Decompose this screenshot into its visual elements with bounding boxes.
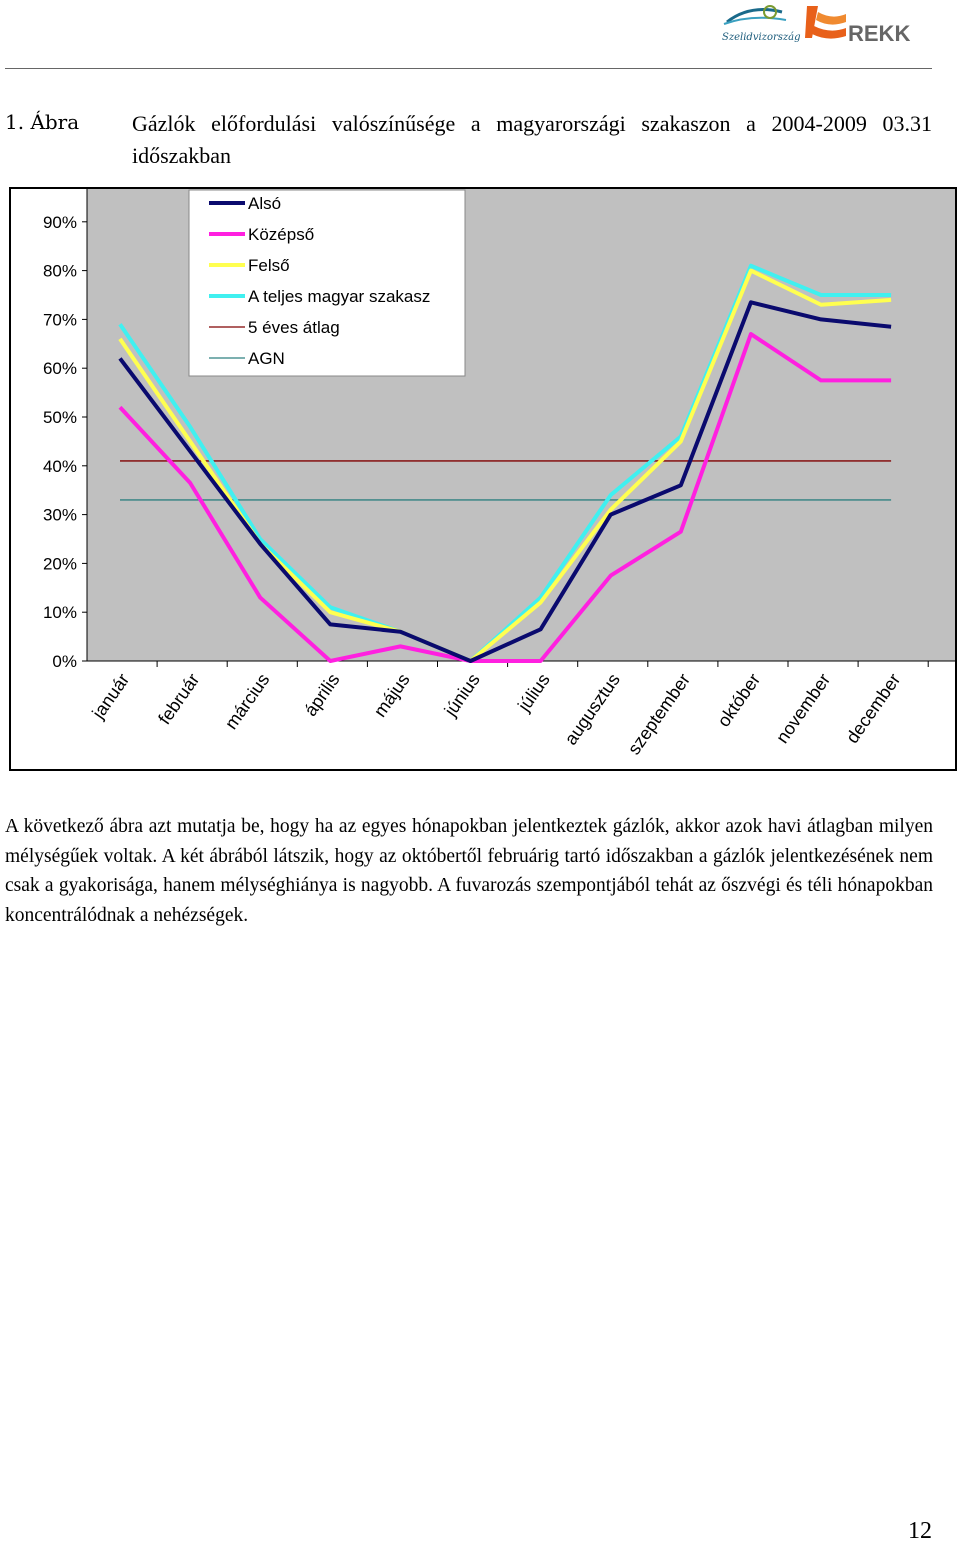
x-tick-label: január — [88, 669, 134, 723]
y-tick-label: 50% — [42, 408, 77, 427]
legend-label: AGN — [248, 349, 285, 368]
y-tick-label: 70% — [42, 310, 77, 330]
y-tick-label: 20% — [42, 554, 77, 574]
x-tick-label: július — [513, 669, 554, 715]
x-tick-label: november — [771, 669, 835, 747]
x-tick-label: június — [440, 669, 484, 720]
x-tick-label: április — [300, 669, 344, 720]
x-tick-label: szeptember — [623, 669, 695, 759]
chart-legend — [189, 190, 465, 376]
y-tick-label: 0% — [52, 652, 77, 671]
x-tick-label: március — [220, 669, 274, 733]
x-tick-label: május — [369, 669, 414, 721]
body-paragraph: A következő ábra azt mutatja be, hogy ha az egyes hónapokban jelentkeztek gázlók, akkor azok havi átlagban milyen mélységűek voltak. A két ábrából látszik, hogy az októbertől februárig tartó időszakban a gázlók jelentkezésének nem csak a gyakorisága, hanem mélységhiánya is nagyobb. A fuvarozás szempontjából tehát az őszvégi és téli hónapokban koncentrálódnak a nehézségek. — [5, 816, 933, 926]
y-tick-label: 80% — [42, 261, 77, 281]
x-tick-label: augusztus — [560, 669, 624, 749]
legend-label: Felső — [248, 256, 290, 275]
x-tick-label: október — [713, 669, 765, 731]
x-tick-label: február — [154, 669, 204, 729]
legend-label: Középső — [248, 225, 315, 244]
line-chart — [11, 189, 955, 769]
figure-label: 1. Ábra — [5, 110, 80, 134]
y-tick-label: 90% — [42, 212, 77, 232]
header-logos — [0, 0, 960, 70]
y-tick-label: 60% — [42, 359, 77, 379]
rekk-logo — [805, 6, 910, 46]
x-tick-label: december — [842, 669, 905, 747]
y-tick-label: 30% — [42, 505, 77, 525]
logo-left-text: Szelidvizország — [722, 32, 801, 43]
logo-right-text: REKK — [848, 21, 911, 46]
logo-graphics — [0, 0, 960, 70]
y-tick-label: 40% — [42, 456, 77, 476]
figure-title: Gázlók előfordulási valószínűsége a magyarországi szakaszon a 2004-2009 03.31 időszakban — [132, 111, 932, 168]
szelidvizorszag-logo — [722, 6, 801, 43]
legend-label: 5 éves átlag — [248, 318, 340, 337]
page-number: 12 — [908, 1518, 932, 1544]
header-divider — [5, 68, 932, 69]
y-tick-label: 10% — [42, 603, 77, 623]
legend-box — [189, 190, 465, 376]
chart-container — [9, 187, 957, 771]
legend-label: Alsó — [248, 194, 282, 213]
legend-label: A teljes magyar szakasz — [248, 287, 431, 306]
